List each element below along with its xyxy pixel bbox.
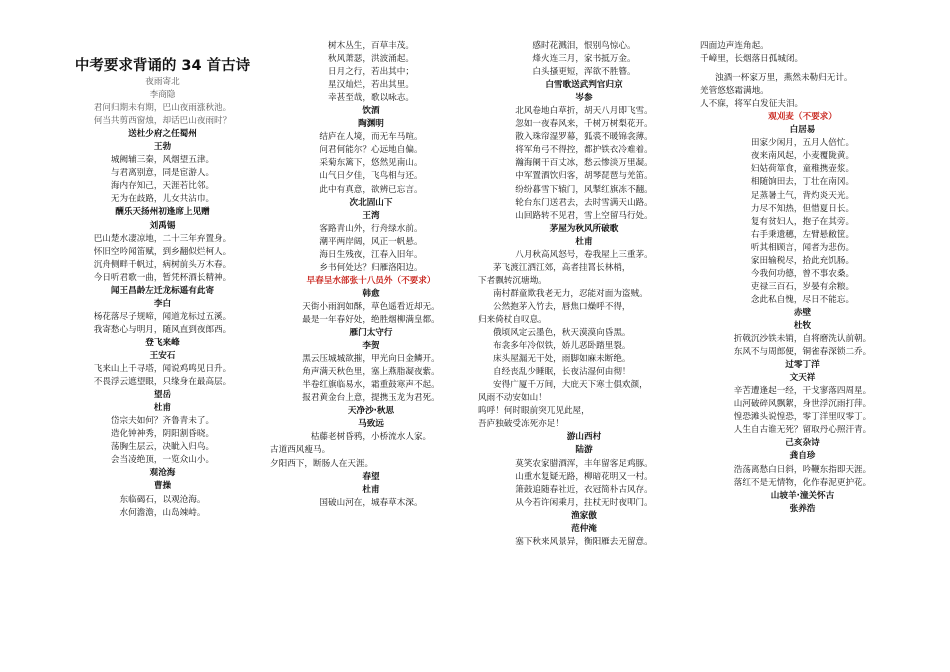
poem-line: 无为在歧路，儿女共沾巾。 (110, 194, 215, 205)
poem-heading: 游山西村 (566, 432, 602, 443)
poem-line: 烽火连三月，家书抵万金。 (532, 54, 636, 65)
poem-heading: 过零丁洋 (785, 360, 820, 371)
poem-line: 布衾多年冷似铁，娇儿恶卧踏里裂。 (493, 341, 631, 352)
poem-line: 飞来山上千寻塔，闻说鸡鸣见日升。 (93, 364, 232, 375)
poem-line: 问君何能尔？心远地自偏。 (319, 145, 423, 156)
poem-line: 瀚海阑干百丈冰，愁云惨淡万里凝。 (515, 158, 653, 169)
poem-line: 山气日夕佳，飞鸟相与还。 (319, 171, 423, 182)
poem-line: 树木丛生，百草丰茂。 (328, 41, 414, 51)
poem-line: 北风卷地白草折，胡天八月即飞雪。 (515, 106, 653, 117)
poem-heading: 文天祥 (789, 373, 816, 384)
poem-heading: 李白 (153, 298, 172, 309)
poem-line: 角声满天秋色里，塞上燕脂凝夜紫。 (302, 367, 440, 378)
poem-line: 枯藤老树昏鸦，小桥流水人家。 (310, 432, 432, 443)
poem-line: 今日听君歌一曲，暂凭杯酒长精神。 (93, 272, 232, 283)
poem-line: 公然抱茅入竹去，唇焦口燥呼不得， (493, 301, 631, 312)
poem-heading: 韩愈 (362, 288, 380, 299)
poem-line: 巴山楚水凄凉地，二十三年弃置身。 (93, 233, 232, 244)
poem-line: 白头搔更短，浑欲不胜簪。 (532, 67, 636, 78)
poem-heading: 杜甫 (362, 484, 380, 495)
poem-line: 忽如一夜春风来，千树万树梨花开。 (515, 119, 653, 130)
poem-heading: 王湾 (362, 210, 380, 221)
poem-line: 不畏浮云遮望眼，只缘身在最高层。 (93, 377, 232, 388)
poem-heading: 刘禹锡 (149, 220, 176, 231)
poem-line: 自经丧乱少睡眠，长夜沾湿何由彻！ (493, 367, 631, 378)
poem-line: 造化钟神秀，阴阳割昏晓。 (110, 429, 215, 440)
poem-line: 相随饷田去，丁壮在南冈。 (750, 177, 855, 188)
poem-heading: 饮酒 (362, 106, 380, 117)
poem-line: 沉舟侧畔千帆过，病树前头万木春。 (93, 259, 232, 270)
poem-line: 右手秉遗穗，左臂悬敝筐。 (750, 229, 855, 240)
poem-title-optional: 夜雨寄北 (145, 77, 180, 87)
poem-line: 最是一年春好处，绝胜烟柳满皇都。 (302, 314, 440, 325)
poem-heading: 曹操 (153, 481, 172, 492)
poem-heading: 天净沙·秋思 (347, 406, 395, 417)
poem-heading: 雁门太守行 (349, 328, 393, 339)
poem-line: 我寄愁心与明月，随风直到夜郎西。 (93, 324, 232, 335)
poem-line: 乡书何处达？归雁洛阳边。 (319, 262, 423, 273)
poem-line: 浩荡离愁白日斜，吟鞭东指即天涯。 (733, 464, 872, 475)
poem-line: 报君黄金台上意，提携玉龙为君死。 (302, 393, 440, 404)
poem-line: 从今若许闲乘月，拄杖无时夜叩门。 (515, 497, 653, 508)
poem-line: 海日生残夜，江春入旧年。 (319, 249, 423, 260)
poem-line: 结庐在人境，而无车马喧。 (319, 132, 423, 143)
poem-line: 吾庐独破受冻死亦足！ (478, 419, 564, 430)
poem-line: 半卷红旗临易水，霜重鼓寒声不起。 (302, 380, 440, 391)
poem-line: 城阙辅三秦，风烟望五津。 (110, 155, 215, 166)
column-3 (478, 40, 690, 549)
poem-line: 落红不是无情物，化作春泥更护花。 (733, 477, 872, 488)
poem-line: 足蒸暑土气，背灼炎天光。 (750, 190, 855, 201)
column-1 (60, 56, 265, 520)
poem-line: 羌管悠悠霜满地。 (700, 86, 769, 97)
poem-heading: 观沧海 (149, 468, 176, 479)
poem-line: 杨花落尽子规啼，闻道龙标过五溪。 (93, 311, 232, 322)
poem-line: 怀旧空吟闻笛赋，到乡翻似烂柯人。 (93, 246, 232, 257)
poem-heading: 茅屋为秋风所破歌 (549, 223, 619, 234)
poem-heading: 山坡羊·潼关怀古 (770, 490, 835, 501)
poem-line: 风雨不动安如山！ (478, 393, 547, 404)
poem-line: 听其相顾言，闻者为悲伤。 (750, 242, 855, 253)
poem-line: 箫鼓追随春社近，衣冠简朴古风存。 (515, 484, 653, 495)
poem-line: 岱宗夫如何？齐鲁青未了。 (110, 416, 215, 427)
poem-line: 今我何功德，曾不事农桑。 (750, 268, 855, 279)
poem-line: 田家少闲月，五月人倍忙。 (750, 138, 855, 149)
poem-line: 轮台东门送君去，去时雪满天山路。 (515, 197, 653, 208)
poem-line: 归来倚杖自叹息。 (478, 314, 547, 325)
poem-heading: 送杜少府之任蜀州 (128, 129, 197, 140)
poem-heading: 杜甫 (575, 236, 593, 247)
poem-line: 夕阳西下，断肠人在天涯。 (270, 458, 374, 469)
poem-line: 山重水复疑无路，柳暗花明又一村。 (515, 471, 653, 482)
poem-line: 中军置酒饮归客，胡琴琵琶与羌笛。 (515, 171, 653, 182)
poem-title-optional: 观刈麦（不要求） (768, 112, 837, 123)
poem-heading: 春望 (362, 471, 380, 482)
poem-heading: 杜甫 (153, 403, 172, 414)
poem-line: 惶恐滩头说惶恐，零丁洋里叹零丁。 (733, 412, 872, 423)
poem-line: 星汉灿烂，若出其里。 (328, 80, 414, 91)
poem-heading: 张养浩 (789, 503, 816, 514)
poem-heading: 岑参 (575, 93, 593, 104)
poem-heading: 闻王昌龄左迁龙标遥有此寄 (110, 285, 215, 296)
poem-line: 日月之行，若出其中； (328, 67, 414, 78)
poem-line: 荡胸生层云，决眦入归鸟。 (110, 442, 215, 453)
poem-line: 东临碣石，以观沧海。 (119, 494, 206, 505)
poem-heading: 次北固山下 (349, 197, 393, 208)
poem-line: 人生自古谁无死？留取丹心照汗青。 (733, 425, 872, 436)
poem-line: 采菊东篱下，悠然见南山。 (319, 158, 423, 169)
poem-line: 吏禄三百石，岁晏有余粮。 (750, 281, 855, 292)
poem-heading: 己亥杂诗 (785, 438, 820, 449)
poem-line: 妇姑荷箪食，童稚携壶浆。 (750, 164, 855, 175)
poem-title-optional: 早春呈水部张十八员外（不要求） (306, 275, 436, 286)
poem-line: 念此私自愧，尽日不能忘。 (750, 294, 855, 305)
poem-line: 山河破碎风飘絮，身世浮沉雨打萍。 (733, 399, 872, 410)
poem-line: 床头屋漏无干处，雨脚如麻未断绝。 (493, 354, 631, 365)
poem-line: 辛苦遭逢起一经，干戈寥落四周星。 (733, 386, 872, 397)
column-2 (270, 40, 472, 510)
poem-heading: 龚自珍 (789, 451, 816, 462)
poem-line: 此中有真意，欲辨已忘言。 (319, 184, 423, 195)
poem-line: 八月秋高风怒号，卷我屋上三重茅。 (515, 249, 653, 260)
poem-line: 复有贫妇人，抱子在其旁。 (750, 216, 855, 227)
poem-heading: 白居易 (789, 125, 816, 136)
column-4 (700, 40, 905, 516)
poem-line: 俄顷风定云墨色，秋天漠漠向昏黑。 (493, 328, 631, 339)
poem-line: 纷纷暮雪下辕门，风掣红旗冻不翻。 (515, 184, 653, 195)
poem-heading: 李贺 (362, 341, 380, 352)
poem-line: 呜呼！何时眼前突兀见此屋， (478, 406, 590, 417)
poem-line: 会当凌绝顶，一览众山小。 (110, 455, 215, 466)
poem-heading: 范仲淹 (571, 523, 597, 534)
poem-heading: 渔家傲 (571, 510, 597, 521)
poem-title-optional: 何当共剪西窗烛，却话巴山夜雨时？ (93, 116, 232, 127)
poem-heading: 酬乐天扬州初逢席上见赠 (115, 207, 210, 218)
poem-line: 南村群童欺我老无力，忍能对面为盗贼。 (493, 288, 648, 299)
poem-line: 四面边声连角起。 (700, 41, 769, 51)
poem-line: 散入珠帘湿罗幕，狐裘不暖锦衾薄。 (515, 132, 653, 143)
poem-heading: 杜牧 (793, 320, 812, 331)
poem-heading: 陶渊明 (358, 119, 384, 130)
poem-heading: 白雪歌送武判官归京 (545, 80, 623, 91)
poem-line: 塞下秋来风景异，衡阳雁去无留意。 (515, 536, 653, 547)
poem-line: 折戟沉沙铁未销，自将磨洗认前朝。 (733, 334, 872, 345)
poem-heading: 望岳 (153, 390, 172, 401)
poem-line: 千嶂里，长烟落日孤城闭。 (700, 54, 804, 65)
poem-line: 将军角弓不得控，都护铁衣冷难着。 (515, 145, 653, 156)
poem-heading: 王勃 (153, 142, 172, 153)
poem-line: 莫笑农家腊酒浑，丰年留客足鸡豚。 (515, 458, 653, 469)
poem-line: 感时花溅泪，恨别鸟惊心。 (532, 41, 636, 51)
poem-line: 人不寐，将军白发征夫泪。 (700, 99, 804, 110)
poem-line: 黑云压城城欲摧，甲光向日金鳞开。 (302, 354, 440, 365)
poem-line: 古道西风瘦马。 (270, 445, 331, 456)
poem-line: 幸甚至哉，歌以咏志。 (328, 93, 414, 104)
poem-line: 与君离别意，同是宦游人。 (110, 168, 215, 179)
poem-heading: 马致远 (358, 419, 384, 430)
poem-line: 国破山河在，城春草木深。 (319, 497, 423, 508)
poem-heading: 赤壁 (793, 307, 812, 318)
poem-line: 秋风萧瑟，洪波涌起。 (328, 54, 414, 65)
poem-line: 山回路转不见君，雪上空留马行处。 (515, 210, 653, 221)
poem-heading: 陆游 (575, 445, 593, 456)
poem-line: 家田输税尽，拾此充饥肠。 (750, 255, 855, 266)
poem-heading: 登飞来峰 (145, 337, 180, 348)
poem-title-optional: 李商隐 (149, 90, 176, 101)
poem-line: 浊酒一杯家万里，燕然未勒归无计。 (715, 73, 853, 84)
poem-line: 安得广厦千万间，大庇天下寒士俱欢颜， (493, 380, 648, 391)
poem-line: 潮平两岸阔，风正一帆悬。 (319, 236, 423, 247)
poem-line: 下者飘转沉塘坳。 (478, 275, 547, 286)
poem-line: 客路青山外，行舟绿水前。 (319, 223, 423, 234)
poem-title-optional: 君问归期未有期，巴山夜雨涨秋池。 (93, 103, 232, 114)
poem-line: 茅飞渡江洒江郊，高者挂罥长林梢， (493, 262, 631, 273)
poem-line: 夜来南风起，小麦覆陇黄。 (750, 151, 855, 162)
poem-line: 东风不与周郎便，铜雀春深锁二乔。 (733, 347, 872, 358)
poem-line: 力尽不知热，但惜夏日长。 (750, 203, 855, 214)
poem-heading: 王安石 (149, 350, 176, 361)
poem-line: 天街小雨润如酥，草色遥看近却无。 (302, 301, 440, 312)
page-title: 中考要求背诵的 34 首古诗 (74, 58, 251, 74)
poem-line: 水何澹澹，山岛竦峙。 (119, 507, 206, 518)
poem-line: 海内存知己，天涯若比邻。 (110, 181, 215, 192)
